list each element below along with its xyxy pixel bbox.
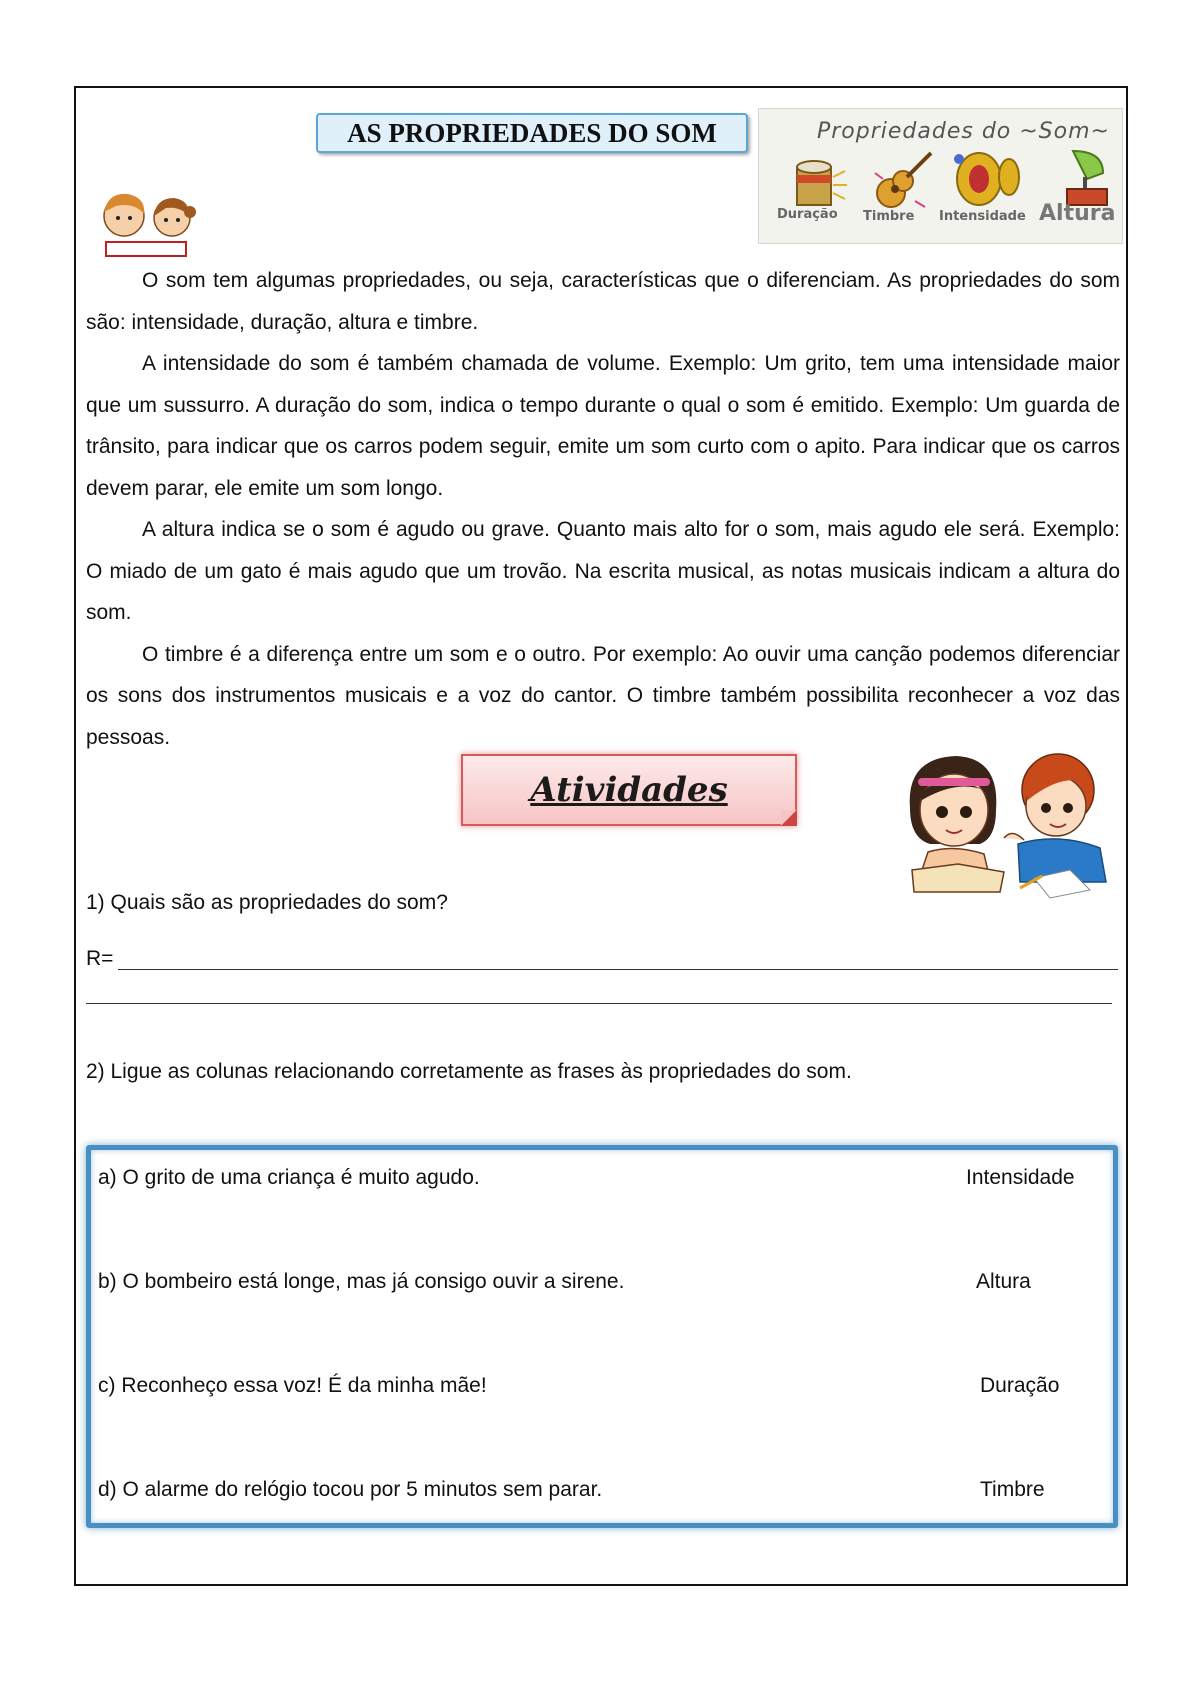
banner-label-duracao: Duração <box>777 207 838 222</box>
match-sentence-a[interactable]: a) O grito de uma criança é muito agudo. <box>98 1166 480 1189</box>
match-sentence-d[interactable]: d) O alarme do relógio tocou por 5 minutos sem parar. <box>98 1478 603 1501</box>
match-sentence-c[interactable]: c) Reconheço essa voz! É da minha mãe! <box>98 1374 487 1397</box>
sound-properties-banner <box>758 108 1123 244</box>
paragraph-1: O som tem algumas propriedades, ou seja, características que o diferenciam. As propriedades do som são: intensidade, duração, altura e timbre. <box>86 269 1120 334</box>
trumpet-icon <box>949 149 1029 209</box>
answer-prefix: R= <box>86 947 114 970</box>
banner-label-timbre: Timbre <box>863 209 915 224</box>
match-property-altura[interactable]: Altura <box>976 1270 1031 1293</box>
match-property-intensidade[interactable]: Intensidade <box>966 1166 1075 1189</box>
kids-reading-illustration <box>86 186 206 266</box>
question-1: 1) Quais são as propriedades do som? <box>86 891 448 914</box>
guitar-icon <box>869 149 939 213</box>
banner-title: Propriedades do ~Som~ <box>817 119 1110 144</box>
kids-talking-illustration <box>900 748 1115 900</box>
match-property-duracao[interactable]: Duração <box>980 1374 1060 1397</box>
paragraph-3: A altura indica se o som é agudo ou grave. Quanto mais alto for o som, mais agudo ele será. Exemplo: O miado de um gato é mais agudo que um trovão. Na escrita musical, as notas musicais indicam a altura do som. <box>86 518 1120 624</box>
paragraph-4: O timbre é a diferença entre um som e o outro. Por exemplo: Ao ouvir uma canção podemos diferenciar os sons dos instrumentos musicais e a voz do cantor. O timbre também possibilita reconhecer a voz das pessoas. <box>86 642 1120 749</box>
gramophone-icon <box>1059 145 1115 209</box>
drum-icon <box>789 153 849 213</box>
match-property-timbre[interactable]: Timbre <box>980 1478 1045 1501</box>
page-title: AS PROPRIEDADES DO SOM <box>316 113 748 153</box>
question-2: 2) Ligue as colunas relacionando corretamente as frases às propriedades do som. <box>86 1060 852 1083</box>
activities-heading <box>461 754 797 826</box>
matching-box <box>86 1145 1118 1528</box>
activities-heading-text: Atividades <box>530 770 728 810</box>
match-sentence-b[interactable]: b) O bombeiro está longe, mas já consigo ouvir a sirene. <box>98 1270 625 1293</box>
intro-text <box>86 260 1120 758</box>
answer-line-1[interactable] <box>118 969 1118 970</box>
answer-line-2[interactable] <box>86 1003 1112 1004</box>
banner-label-intensidade: Intensidade <box>939 209 1026 224</box>
paragraph-2: A intensidade do som é também chamada de volume. Exemplo: Um grito, tem uma intensidade maior que um sussurro. A duração do som, indica o tempo durante o qual o som é emitido. Exemplo: Um guarda de trânsito, para indicar que os carros podem seguir, emite um som curto com o apito. Para indicar que os carros devem parar, ele emite um som longo. <box>86 352 1120 500</box>
banner-label-altura: Altura <box>1039 201 1116 226</box>
page-fold-decoration <box>781 810 797 826</box>
